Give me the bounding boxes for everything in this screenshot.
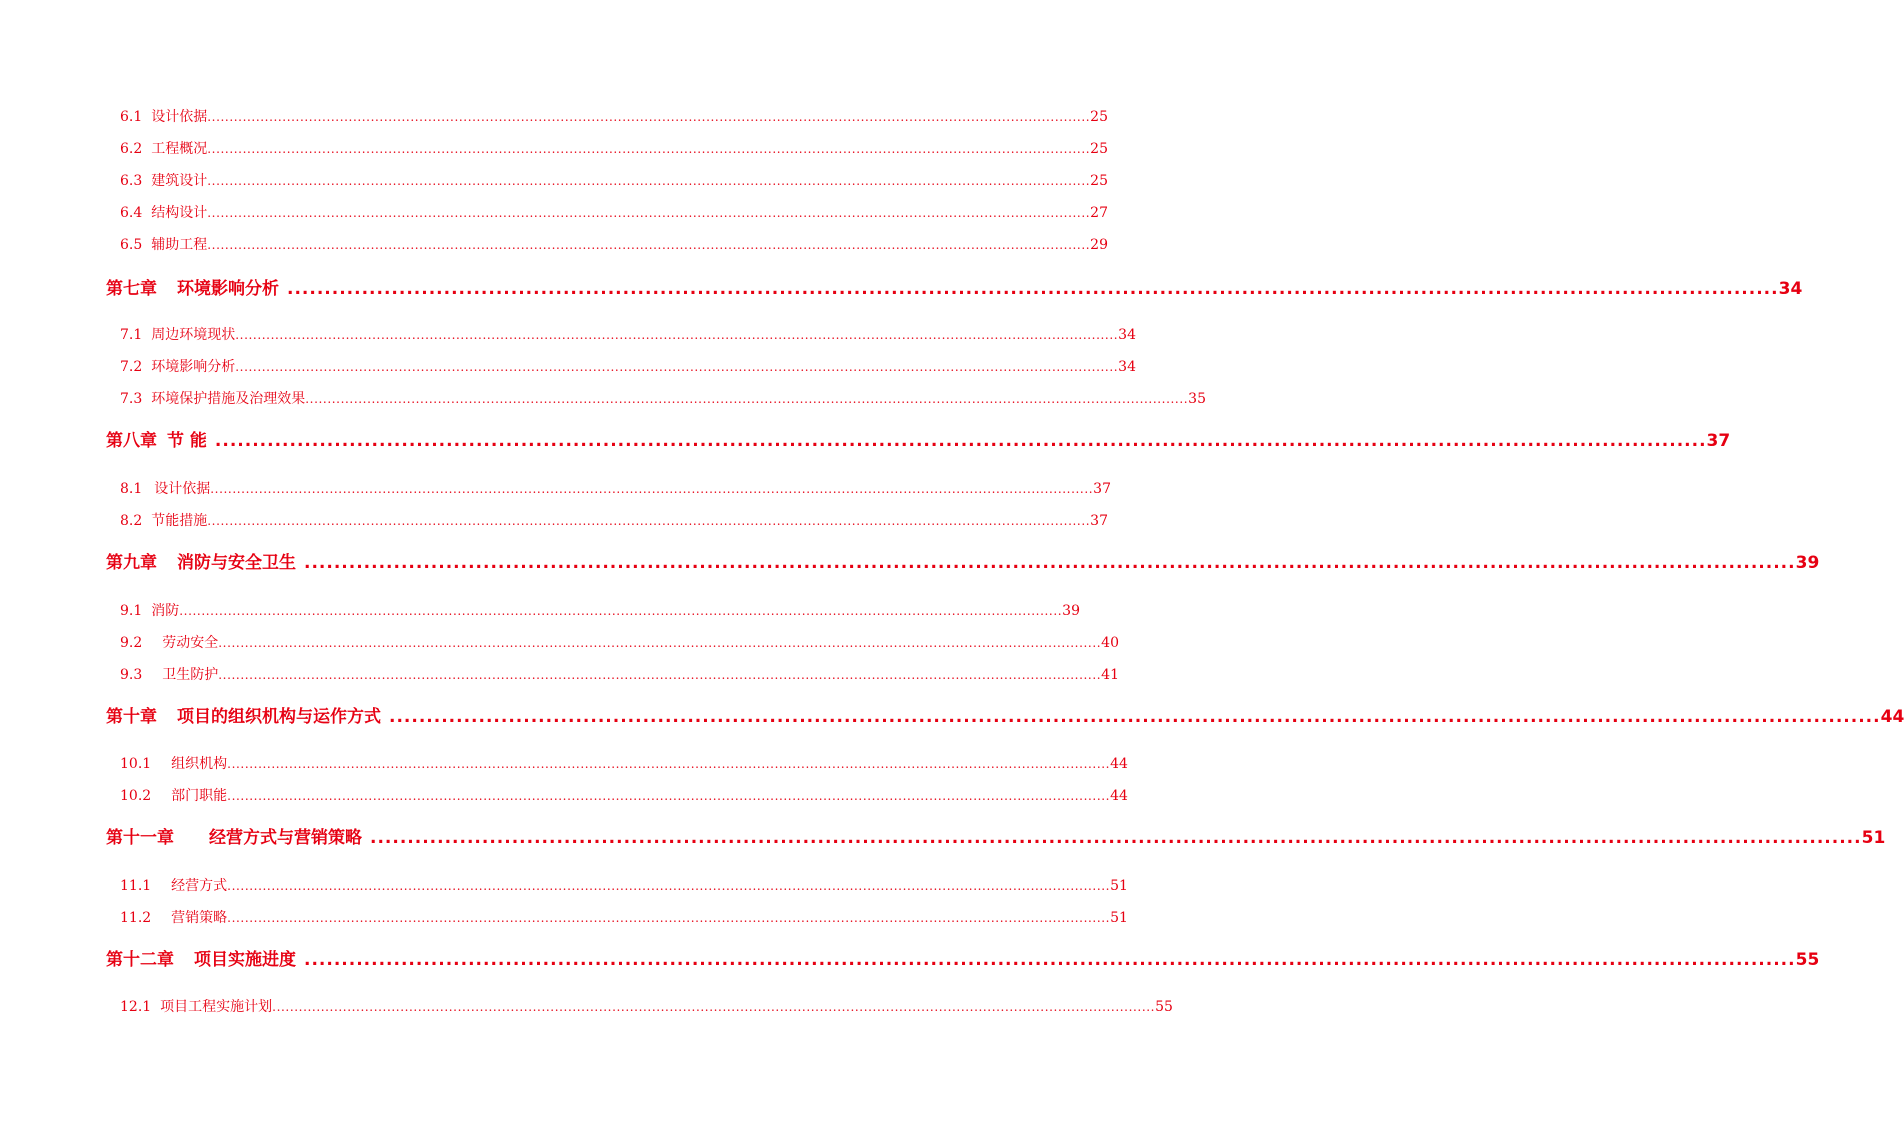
- toc-entry-number: 10.1: [120, 756, 152, 772]
- toc-entry-number: 第十一章: [106, 828, 174, 848]
- toc-section-entry[interactable]: [120, 907, 1128, 927]
- toc-entry-title: 环境影响分析: [151, 359, 236, 375]
- toc-entry-title: 环境保护措施及治理效果: [151, 391, 306, 407]
- toc-dot-leader: ........................................................................................................................................................................................................: [227, 911, 1111, 925]
- toc-chapter-entry[interactable]: [106, 426, 1731, 451]
- toc-section-entry[interactable]: [120, 202, 1108, 222]
- toc-entry-title: 项目实施进度: [194, 950, 296, 970]
- toc-entry-title: 环境影响分析: [177, 279, 279, 299]
- toc-entry-title: 项目的组织机构与运作方式: [177, 707, 381, 727]
- toc-section-entry[interactable]: [120, 510, 1108, 530]
- toc-dot-leader: ........................................................................................................................................................................................................: [210, 482, 1094, 496]
- toc-dot-leader: ........................................................................................................................................................................................................: [207, 110, 1091, 124]
- toc-entry-number: 9.2: [120, 635, 143, 651]
- toc-entry-number: 6.1: [120, 109, 143, 125]
- toc-entry-title: 结构设计: [151, 205, 208, 221]
- toc-entry-title: 组织机构: [171, 756, 228, 772]
- toc-section-entry[interactable]: [120, 664, 1119, 684]
- toc-section-entry[interactable]: [120, 478, 1111, 498]
- toc-entry-title: 建筑设计: [151, 173, 208, 189]
- toc-dot-leader: ........................................................................................................................................................................................................: [218, 668, 1102, 682]
- toc-entry-number: 6.4: [120, 205, 143, 221]
- toc-page-number: 35: [1188, 391, 1206, 407]
- toc-entry-title: 节 能: [167, 431, 207, 451]
- toc-page-number: 51: [1110, 910, 1128, 926]
- toc-dot-leader: ........................................................................................................................................................................................................: [227, 789, 1111, 803]
- toc-page-number: 29: [1090, 237, 1108, 253]
- toc-dot-leader: ........................................................................................................................................................................................................: [272, 1000, 1156, 1014]
- toc-page-number: 27: [1090, 205, 1108, 221]
- toc-dot-leader: ........................................................................................................................................................................................................: [235, 328, 1119, 342]
- toc-section-entry[interactable]: [120, 356, 1136, 376]
- toc-entry-number: 10.2: [120, 788, 152, 804]
- toc-entry-title: 周边环境现状: [151, 327, 236, 343]
- toc-entry-number: 8.1: [120, 481, 143, 497]
- toc-dot-leader: ........................................................................................................................................................................................................: [304, 950, 1796, 970]
- toc-section-entry[interactable]: [120, 324, 1136, 344]
- toc-section-entry[interactable]: [120, 785, 1128, 805]
- toc-page-number: 37: [1706, 431, 1731, 451]
- toc-section-entry[interactable]: [120, 388, 1206, 408]
- toc-page-number: 40: [1101, 635, 1119, 651]
- toc-page-number: 51: [1110, 878, 1128, 894]
- toc-dot-leader: ........................................................................................................................................................................................................: [218, 636, 1102, 650]
- toc-entry-title: 部门职能: [171, 788, 228, 804]
- toc-entry-title: 设计依据: [151, 109, 208, 125]
- toc-entry-number: 9.3: [120, 667, 143, 683]
- toc-page-number: 25: [1090, 141, 1108, 157]
- toc-entry-number: 第十章: [106, 707, 157, 727]
- toc-entry-number: 7.3: [120, 391, 143, 407]
- toc-entry-number: 6.5: [120, 237, 143, 253]
- toc-entry-number: 6.3: [120, 173, 143, 189]
- toc-entry-title: 辅助工程: [151, 237, 208, 253]
- toc-page-number: 37: [1093, 481, 1111, 497]
- toc-page-number: 34: [1118, 327, 1136, 343]
- toc-section-entry[interactable]: [120, 138, 1108, 158]
- toc-dot-leader: ........................................................................................................................................................................................................: [207, 174, 1091, 188]
- toc-page-number: 39: [1062, 603, 1080, 619]
- toc-section-entry[interactable]: [120, 170, 1108, 190]
- toc-dot-leader: ........................................................................................................................................................................................................: [207, 238, 1091, 252]
- toc-entry-number: 6.2: [120, 141, 143, 157]
- toc-page-number: 41: [1101, 667, 1119, 683]
- toc-dot-leader: ........................................................................................................................................................................................................: [214, 431, 1707, 451]
- toc-section-entry[interactable]: [120, 106, 1108, 126]
- toc-page-number: 37: [1090, 513, 1108, 529]
- toc-section-entry[interactable]: [120, 632, 1119, 652]
- toc-entry-number: 7.2: [120, 359, 143, 375]
- toc-dot-leader: ........................................................................................................................................................................................................: [235, 360, 1119, 374]
- toc-page-number: 34: [1118, 359, 1136, 375]
- toc-dot-leader: ........................................................................................................................................................................................................: [389, 707, 1881, 727]
- toc-page-number: 51: [1861, 828, 1886, 848]
- toc-entry-number: 8.2: [120, 513, 143, 529]
- toc-page-number: 25: [1090, 173, 1108, 189]
- toc-entry-title: 劳动安全: [162, 635, 219, 651]
- toc-entry-title: 经营方式与营销策略: [209, 828, 362, 848]
- toc-chapter-entry[interactable]: [106, 823, 1886, 848]
- toc-entry-number: 11.2: [120, 910, 152, 926]
- toc-page-number: 55: [1155, 999, 1173, 1015]
- toc-entry-title: 消防: [151, 603, 180, 619]
- toc-chapter-entry[interactable]: [106, 945, 1820, 970]
- toc-entry-number: 第九章: [106, 553, 157, 573]
- toc-chapter-entry[interactable]: [106, 702, 1904, 727]
- toc-entry-number: 第十二章: [106, 950, 174, 970]
- toc-chapter-entry[interactable]: [106, 548, 1820, 573]
- toc-section-entry[interactable]: [120, 753, 1128, 773]
- toc-entry-number: 11.1: [120, 878, 152, 894]
- toc-dot-leader: ........................................................................................................................................................................................................: [287, 279, 1779, 299]
- toc-page-number: 44: [1110, 756, 1128, 772]
- toc-entry-number: 7.1: [120, 327, 143, 343]
- toc-dot-leader: ........................................................................................................................................................................................................: [227, 757, 1111, 771]
- toc-entry-title: 卫生防护: [162, 667, 219, 683]
- toc-dot-leader: ........................................................................................................................................................................................................: [207, 142, 1091, 156]
- toc-section-entry[interactable]: [120, 875, 1128, 895]
- toc-page-number: 44: [1110, 788, 1128, 804]
- toc-entry-number: 第七章: [106, 279, 157, 299]
- toc-entry-number: 12.1: [120, 999, 152, 1015]
- toc-entry-title: 工程概况: [151, 141, 208, 157]
- toc-section-entry[interactable]: [120, 996, 1173, 1016]
- toc-page-number: 55: [1795, 950, 1820, 970]
- toc-dot-leader: ........................................................................................................................................................................................................: [304, 553, 1796, 573]
- toc-entry-title: 营销策略: [171, 910, 228, 926]
- toc-page-number: 44: [1880, 707, 1904, 727]
- toc-entry-title: 节能措施: [151, 513, 208, 529]
- toc-entry-title: 项目工程实施计划: [160, 999, 273, 1015]
- toc-entry-title: 消防与安全卫生: [177, 553, 296, 573]
- toc-entry-title: 设计依据: [154, 481, 211, 497]
- toc-dot-leader: ........................................................................................................................................................................................................: [227, 879, 1111, 893]
- toc-section-entry[interactable]: [120, 600, 1080, 620]
- toc-dot-leader: ........................................................................................................................................................................................................: [305, 392, 1189, 406]
- toc-page-number: 34: [1778, 279, 1803, 299]
- toc-entry-title: 经营方式: [171, 878, 228, 894]
- toc-entry-number: 9.1: [120, 603, 143, 619]
- toc-dot-leader: ........................................................................................................................................................................................................: [207, 514, 1091, 528]
- toc-dot-leader: ........................................................................................................................................................................................................: [179, 604, 1063, 618]
- toc-dot-leader: ........................................................................................................................................................................................................: [370, 828, 1862, 848]
- toc-chapter-entry[interactable]: [106, 274, 1803, 299]
- toc-dot-leader: ........................................................................................................................................................................................................: [207, 206, 1091, 220]
- toc-page-number: 39: [1795, 553, 1820, 573]
- toc-section-entry[interactable]: [120, 234, 1108, 254]
- toc-entry-number: 第八章: [106, 431, 157, 451]
- toc-page-number: 25: [1090, 109, 1108, 125]
